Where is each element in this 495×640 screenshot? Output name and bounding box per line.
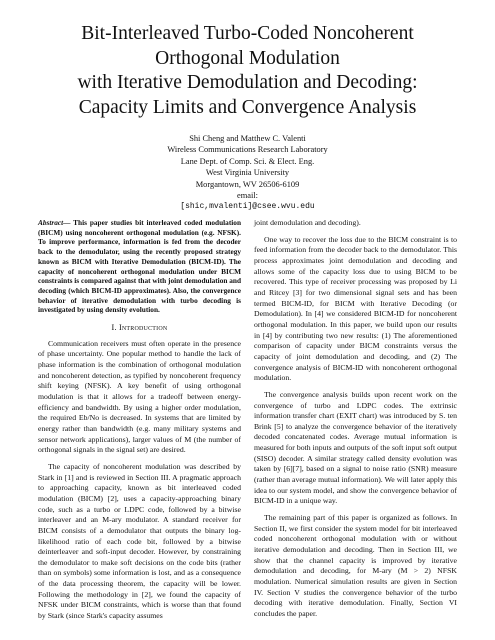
- title-line-4: Capacity Limits and Convergence Analysis: [78, 96, 417, 118]
- right-paragraph-1: One way to recover the loss due to the BICM constraint is to feed information from the decoder back to the demodulator. This process approximates joint demodulation and decoding and allows some of the capacity loss due to using BICM to be recovered. This type of receiver processing was proposed by Li and Ritcey [3] for two dimensional signal sets and has been termed BICM-ID, for BICM with Iterative Decoding (or Demodulation). In [4] we considered BICM-ID for noncoherent orthogonal modulation. In this paper, we build upon our results in [4] by contributing two new results: (1) The aforementioned comparison of capacity under BICM constraints versus the capacity of joint demodulation and decoding, and (2) The convergence analysis of BICM-ID with noncoherent orthogonal modulation.: [254, 234, 457, 383]
- left-column: [38, 218, 241, 622]
- author-university: West Virginia University: [205, 168, 290, 178]
- right-paragraph-continuation: joint demodulation and decoding).: [254, 218, 361, 227]
- abstract: [38, 218, 241, 315]
- title-line-3: with Iterative Demodulation and Decoding:: [77, 72, 418, 93]
- section-heading-introduction: I. Introduction: [111, 323, 168, 333]
- email-address[interactable]: [shic,mvalenti]@csee.wvu.edu: [180, 202, 315, 212]
- author-email-line: [38, 190, 457, 213]
- abstract-label: Abstract: [38, 218, 64, 227]
- intro-paragraph-2: The capacity of noncoherent modulation was described by Stark in [1] and is reviewed in Section III. A pragmatic approach to approaching capacity, known as bit interleaved coded modulation (BICM) [2], uses a capacity-approaching binary code, such as a turbo or LDPC code, followed by a bitwise interleaver and an M-ary modulator. A standard receiver for BICM consists of a demodulator that outputs the binary log-likelihood ratio of each code bit, followed by a bitwise deinterleaver and soft-input decoder. However, by constraining the demodulator to make soft decisions on the code bits (rather than on symbols) some information is lost, and as a consequence of the data processing theorem, the capacity will be lower. Following the methodology in [2], we found the capacity of NFSK under BICM constraints, which is worse than that found by Stark (since Stark's capacity assumes: [38, 461, 241, 621]
- right-paragraph-2: The convergence analysis builds upon recent work on the convergence of turbo and LDPC codes. The extrinsic information transfer chart (EXIT chart) was introduced by S. ten Brink [5] to analyze the convergence behavior of the iteratively decoded concatenated codes. Average mutual information is measured for both inputs and outputs of the soft input soft output (SISO) decoder. A similar strategy called density evolution was taken by [6][7], based on a signal to noise ratio (SNR) measure (rather than average mutual information). We will later apply this idea to our system model, and show the convergence behavior of BICM-ID in a unique way.: [254, 389, 457, 506]
- author-lab: Wireless Communications Research Laboratory: [167, 145, 328, 155]
- right-paragraph-3: The remaining part of this paper is organized as follows. In Section II, we first consider the system model for bit interleaved coded noncoherent orthogonal modulation with or without iterative demodulation and decoding. Then in Section III, we show that the channel capacity is improved by iterative demodulation and decoding, for M-ary (M > 2) NFSK modulation. Numerical simulation results are given in Section IV. Section V studies the convergence behavior of the turbo decoding with iterative demodulation. Finally, Section VI concludes the paper.: [254, 513, 457, 618]
- email-label: email:: [237, 191, 258, 201]
- right-column: [254, 218, 457, 622]
- paper-title: [38, 0, 457, 120]
- author-block: [38, 133, 457, 213]
- intro-paragraph-1: Communication receivers must often operate in the presence of phase uncertainty. One popular method to handle the lack of phase information is the combination of orthogonal modulation and noncoherent detection, as typified by noncoherent frequency shift keying (NFSK). A key benefit of using orthogonal modulation is that it allows for a tradeoff between energy-efficiency and bandwidth. By using a higher order modulation, the required Eb/No is decreased. In systems that are limited by energy rather than bandwidth (e.g. many military systems and sensor network applications), larger values of M (the number of orthogonal signals in the signal set) are desired.: [38, 338, 241, 455]
- title-line-1: Bit-Interleaved Turbo-Coded Noncoherent: [81, 23, 414, 44]
- author-city: Morgantown, WV 26506-6109: [195, 179, 300, 189]
- two-column-body: [38, 218, 457, 622]
- title-line-2: Orthogonal Modulation: [155, 47, 340, 69]
- author-names: Shi Cheng and Matthew C. Valenti: [189, 134, 306, 143]
- author-dept: Lane Dept. of Comp. Sci. & Elect. Eng.: [180, 156, 315, 166]
- abstract-text: — This paper studies bit interleaved coded modulation (BICM) using noncoherent orthogonal modulation (e.g. NFSK). To improve performance, information is fed from the decoder back to the demodulator, using the recently proposed strategy known as BICM with Iterative Demodulation (BICM-ID). The capacity of noncoherent orthogonal modulation under BICM constraints is compared against that with joint demodulation and decoding (which BICM-ID approximates). Also, the convergence behavior of iterative demodulation with turbo decoding is investigated by using density evolution.: [38, 218, 241, 315]
